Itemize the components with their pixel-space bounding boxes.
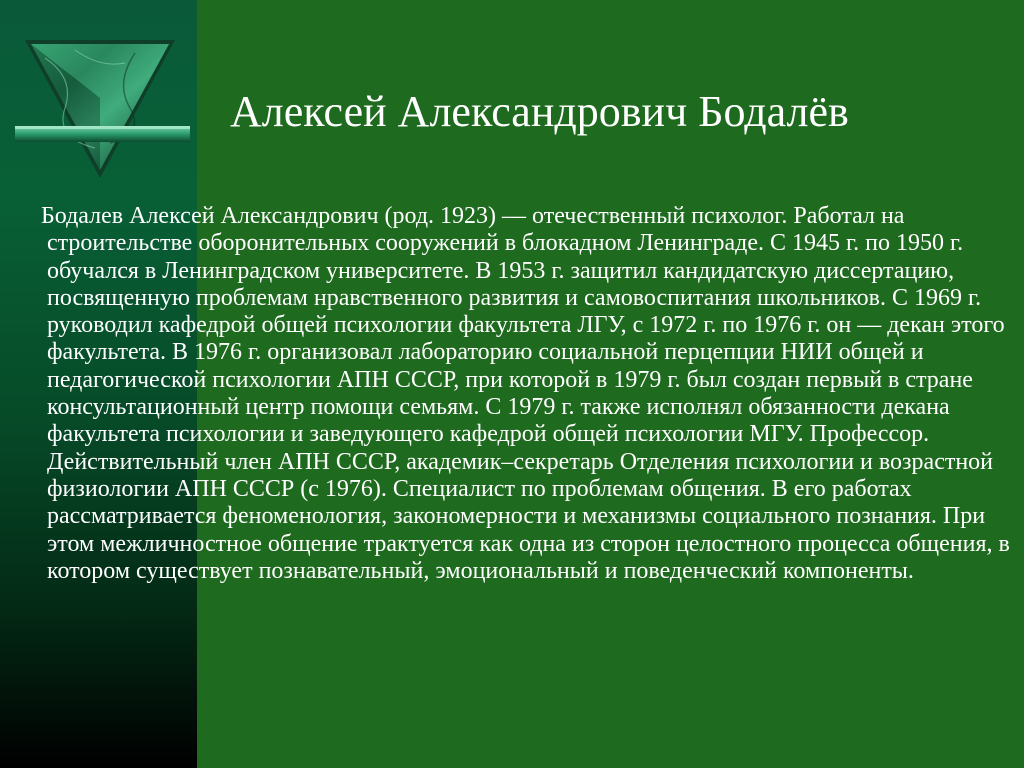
green-marble-triangle-icon bbox=[15, 38, 190, 183]
slide-title: Алексей Александрович Бодалёв bbox=[230, 87, 849, 136]
biography-text: Бодалев Алексей Александрович (род. 1923) — отечественный психолог. Работал на строительстве оборонительных сооружений в блокадном Ленинграде. С 1945 г. по 1950 г. обучался в Ленинградском университете. В 1953 г. защитил кандидатскую диссертацию, посвященную проблемам нравственного развития и самовоспитания школьников. С 1969 г. руководил кафедрой общей психологии факультета ЛГУ, с 1972 г. по 1976 г. он — декан этого факультета. В 1976 г. организовал лабораторию социальной перцепции НИИ общей и педагогической психологии АПН СССР, при которой в 1979 г. был создан первый в стране консультационный центр помощи семьям. С 1979 г. также исполнял обязанности декана факультета психологии и заведующего кафедрой общей психологии МГУ. Профессор. Действительный член АПН СССР, академик–секретарь Отделения психологии и возрастной физиологии АПН СССР (с 1976). Специалист по проблемам общения. В его работах рассматривается феноменология, закономерности и механизмы социального познания. При этом межличностное общение трактуется как одна из сторон целостного процесса общения, в котором существует познавательный, эмоциональный и поведенческий компоненты. bbox=[41, 203, 1010, 584]
